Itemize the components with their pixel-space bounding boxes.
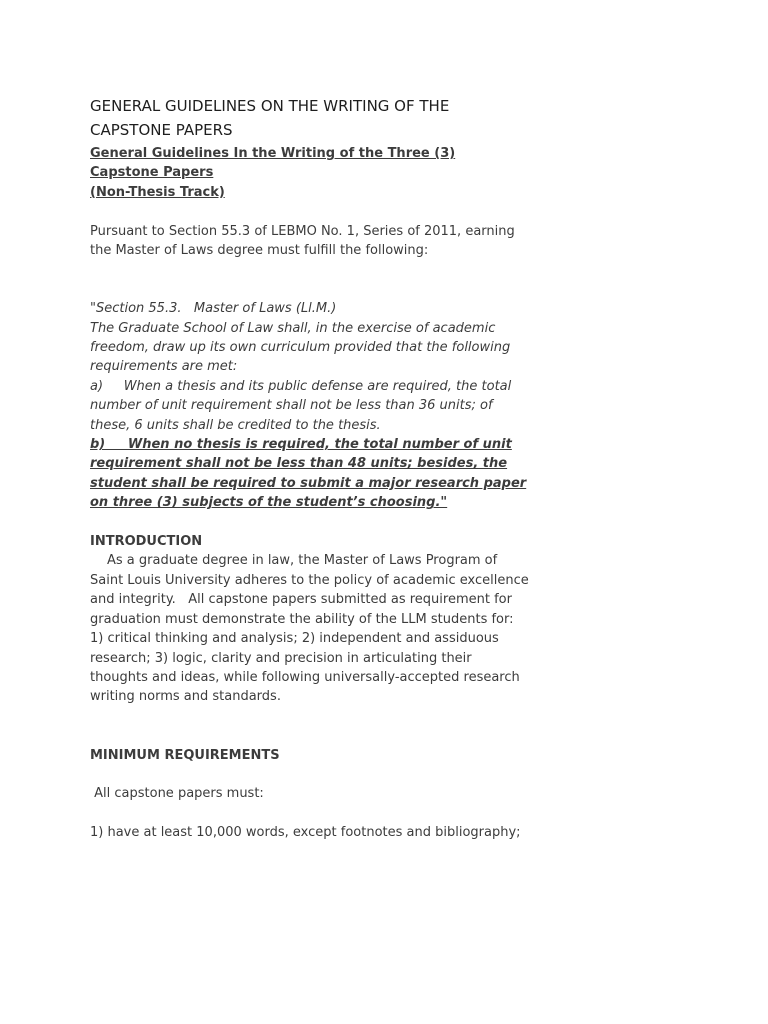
subtitle-line: (Non-Thesis Track) (90, 184, 225, 200)
requirement-item: 1) have at least 10,000 words, except footnotes and bibliography; (90, 825, 521, 841)
subtitle-line: Capstone Papers (90, 165, 214, 181)
document-body (90, 94, 530, 843)
quote-item-a: a) When a thesis and its public defense are required, the total number of unit requirement shall not be less than 36 units; of these, 6 units shall be credited to the thesis. (90, 378, 512, 433)
minimum-requirements-heading: MINIMUM REQUIREMENTS (90, 747, 280, 763)
minimum-requirements-lead: All capstone papers must: (90, 786, 264, 802)
section-quote (90, 299, 530, 512)
intro-paragraph: Pursuant to Section 55.3 of LEBMO No. 1, Series of 2011, earning the Master of Laws degree must fulfill the following: (90, 223, 515, 259)
introduction-heading: INTRODUCTION (90, 534, 203, 550)
quote-body: The Graduate School of Law shall, in the exercise of academic freedom, draw up its own curriculum provided that the following requirements are met: (90, 320, 511, 375)
document-subtitle (90, 144, 530, 202)
quote-item-b: b) When no thesis is required, the total number of unit requirement shall not be less than 48 units; besides, the student shall be required to submit a major research paper on three (3) subjects of the student’s choosing." (90, 437, 527, 511)
introduction-body: As a graduate degree in law, the Master of Laws Program of Saint Louis University adheres to the policy of academic excellence and integrity. All capstone papers submitted as requirement for graduation must demonstrate the ability of the LLM students for: 1) critical thinking and analysis; 2) independent and assiduous research; 3) logic, clarity and precision in articulating their thoughts and ideas, while following universally-accepted research writing norms and standards. (90, 553, 529, 705)
document-title: GENERAL GUIDELINES ON THE WRITING OF THE CAPSTONE PAPERS (90, 97, 450, 139)
subtitle-line: General Guidelines In the Writing of the Three (3) (90, 146, 456, 161)
quote-heading: "Section 55.3. Master of Laws (Ll.M.) (90, 301, 337, 317)
